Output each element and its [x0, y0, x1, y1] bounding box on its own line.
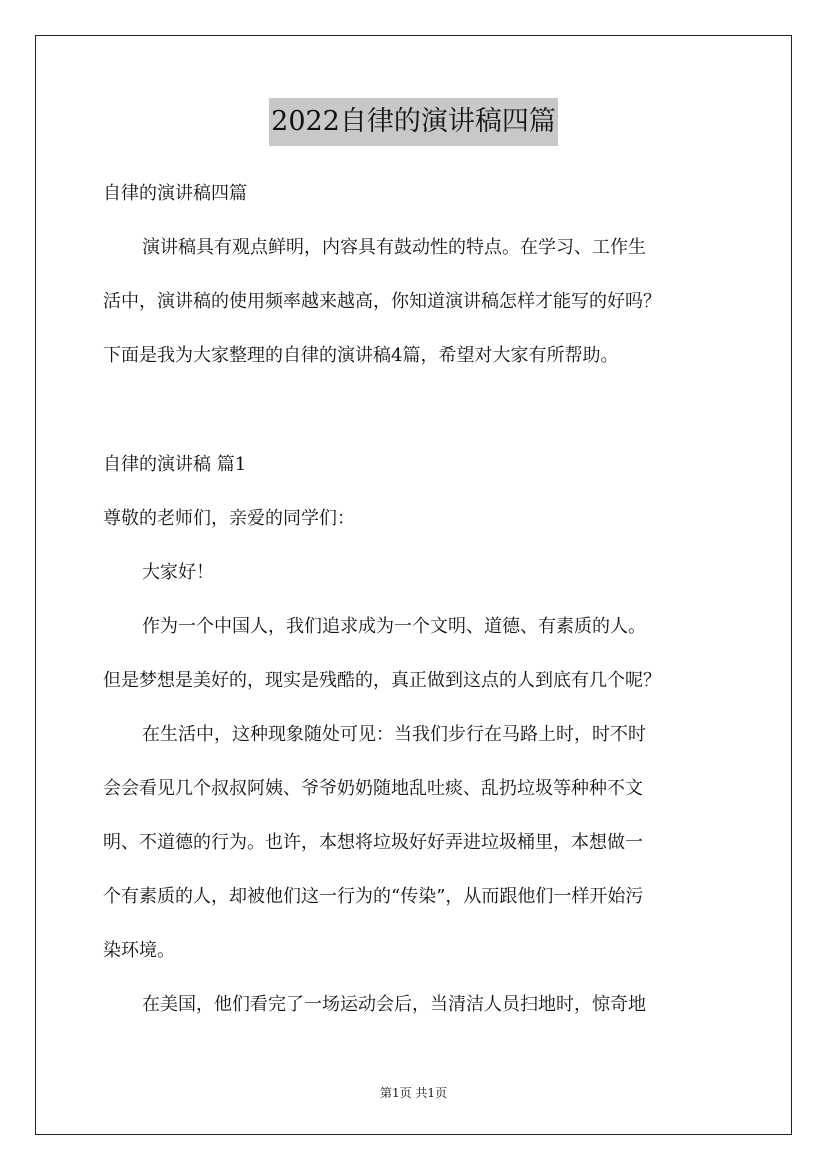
paragraph-line: 在美国，他们看完了一场运动会后，当清洁人员扫地时，惊奇地 — [142, 994, 646, 1015]
document-title: 2022自律的演讲稿四篇 — [269, 98, 558, 146]
paragraph-line: 但是梦想是美好的，现实是残酷的，真正做到这点的人到底有几个呢？ — [103, 670, 661, 691]
paragraph-line: 明、不道德的行为。也许，本想将垃圾好好弄进垃圾桶里，本想做一 — [103, 832, 643, 853]
subtitle-line: 自律的演讲稿四篇 — [103, 183, 247, 204]
paragraph-line: 作为一个中国人，我们追求成为一个文明、道德、有素质的人。 — [142, 616, 646, 637]
paragraph-line: 活中，演讲稿的使用频率越来越高，你知道演讲稿怎样才能写的好吗？ — [103, 291, 661, 312]
greeting-line: 大家好！ — [142, 562, 214, 583]
salutation-line: 尊敬的老师们，亲爱的同学们： — [103, 508, 355, 529]
paragraph-line: 演讲稿具有观点鲜明，内容具有鼓动性的特点。在学习、工作生 — [142, 237, 646, 258]
page-footer: 第1页 共1页 — [379, 1086, 448, 1100]
section-heading: 自律的演讲稿 篇1 — [103, 454, 247, 475]
paragraph-line: 下面是我为大家整理的自律的演讲稿4篇，希望对大家有所帮助。 — [103, 345, 619, 366]
paragraph-line: 个有素质的人，却被他们这一行为的“传染”，从而跟他们一样开始污 — [103, 886, 644, 907]
paragraph-line: 在生活中，这种现象随处可见：当我们步行在马路上时，时不时 — [142, 724, 646, 745]
paragraph-line: 染环境。 — [103, 940, 175, 961]
paragraph-line: 会会看见几个叔叔阿姨、爷爷奶奶随地乱吐痰、乱扔垃圾等种种不文 — [103, 778, 643, 799]
